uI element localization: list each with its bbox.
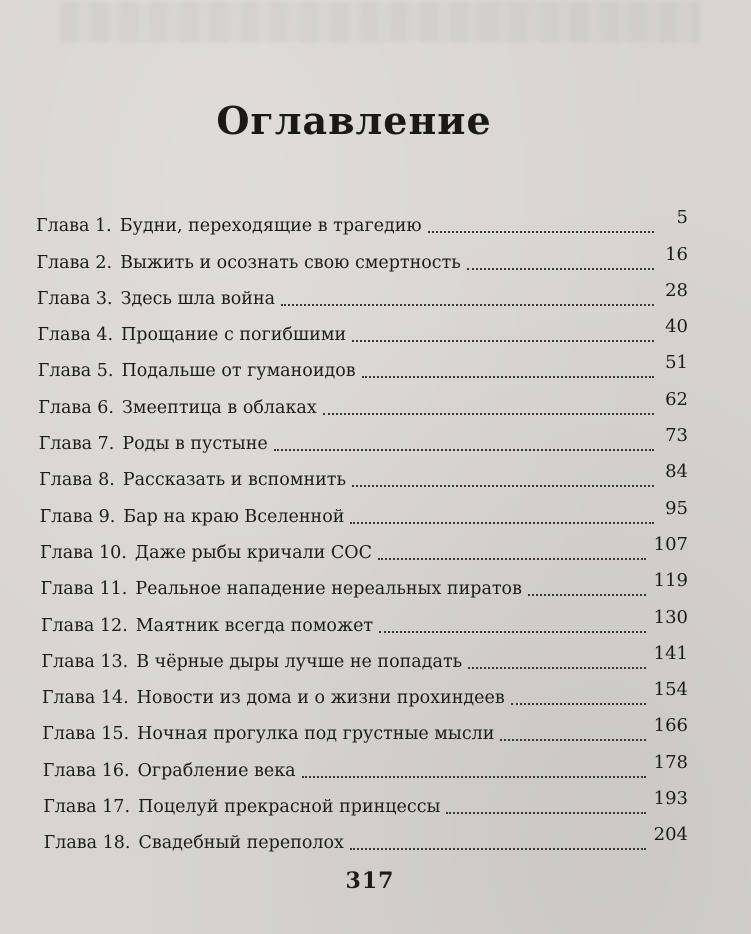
toc-entry-label bbox=[41, 652, 466, 674]
chapter-number: Глава 18. bbox=[43, 833, 131, 854]
chapter-title: Новости из дома и о жизни прохиндеев bbox=[136, 688, 505, 709]
chapter-number: Глава 16. bbox=[42, 760, 130, 781]
chapter-number: Глава 6. bbox=[38, 397, 114, 418]
chapter-number: Глава 12. bbox=[40, 615, 128, 636]
chapter-number: Глава 17. bbox=[43, 797, 131, 818]
chapter-title: Реальное нападение нереальных пиратов bbox=[135, 579, 522, 600]
dot-leader bbox=[350, 521, 654, 524]
chapter-title: Прощание с погибшими bbox=[121, 325, 347, 346]
chapter-page-number: 40 bbox=[665, 316, 688, 338]
toc-entry bbox=[40, 492, 688, 528]
dot-leader bbox=[274, 448, 654, 451]
chapter-number: Глава 8. bbox=[39, 470, 115, 491]
chapter-page-number: 16 bbox=[665, 243, 688, 265]
toc-entry-label bbox=[43, 797, 444, 819]
toc-entry bbox=[37, 275, 688, 311]
page-title: Оглавление bbox=[216, 98, 492, 143]
toc-entry-label bbox=[37, 325, 350, 347]
toc-entry-label bbox=[38, 361, 360, 383]
toc-entry bbox=[43, 746, 688, 782]
table-of-contents bbox=[36, 202, 688, 855]
toc-entry bbox=[41, 638, 688, 674]
chapter-page-number: 193 bbox=[653, 788, 688, 810]
dot-leader bbox=[352, 484, 654, 487]
dot-leader bbox=[467, 267, 654, 270]
toc-entry-label bbox=[39, 434, 272, 456]
chapter-title: В чёрные дыры лучше не попадать bbox=[136, 651, 463, 672]
chapter-page-number: 73 bbox=[665, 425, 688, 447]
chapter-title: Ограбление века bbox=[137, 760, 296, 781]
chapter-number: Глава 4. bbox=[37, 325, 114, 346]
chapter-number: Глава 2. bbox=[36, 252, 113, 273]
chapter-title: Ночная прогулка под грустные мысли bbox=[137, 724, 495, 745]
toc-entry bbox=[39, 456, 688, 492]
chapter-page-number: 119 bbox=[653, 570, 688, 592]
dot-leader bbox=[379, 630, 646, 633]
chapter-number: Глава 7. bbox=[38, 434, 115, 455]
chapter-page-number: 178 bbox=[653, 751, 688, 773]
dot-leader bbox=[428, 230, 654, 233]
bleed-through-text bbox=[60, 2, 700, 42]
toc-entry-label bbox=[44, 833, 348, 855]
chapter-number: Глава 9. bbox=[39, 506, 116, 527]
dot-leader bbox=[323, 412, 654, 415]
toc-entry-label bbox=[39, 470, 350, 492]
page-number: 317 bbox=[345, 868, 395, 894]
chapter-page-number: 62 bbox=[665, 388, 688, 410]
chapter-number: Глава 15. bbox=[42, 724, 130, 745]
dot-leader bbox=[528, 593, 646, 596]
toc-entry-label bbox=[42, 724, 498, 746]
toc-entry-label bbox=[42, 688, 509, 710]
toc-entry bbox=[40, 529, 688, 565]
chapter-title: Рассказать и вспомнить bbox=[122, 470, 346, 491]
dot-leader bbox=[446, 811, 645, 814]
chapter-number: Глава 10. bbox=[40, 542, 127, 563]
chapter-page-number: 166 bbox=[653, 715, 688, 737]
dot-leader bbox=[350, 847, 646, 850]
toc-entry bbox=[38, 383, 688, 419]
toc-entry bbox=[39, 420, 688, 456]
chapter-number: Глава 13. bbox=[41, 651, 129, 672]
chapter-title: Роды в пустыне bbox=[122, 434, 268, 455]
chapter-number: Глава 5. bbox=[37, 361, 114, 382]
dot-leader bbox=[500, 738, 645, 741]
toc-entry bbox=[36, 238, 688, 274]
chapter-number: Глава 11. bbox=[40, 579, 128, 600]
toc-entry bbox=[44, 819, 688, 855]
toc-entry-label bbox=[40, 507, 349, 529]
toc-entry bbox=[42, 674, 688, 710]
dot-leader bbox=[352, 339, 654, 342]
chapter-number: Глава 14. bbox=[41, 688, 129, 709]
dot-leader bbox=[378, 557, 646, 560]
chapter-page-number: 130 bbox=[653, 606, 688, 628]
toc-entry bbox=[38, 347, 688, 383]
chapter-page-number: 154 bbox=[653, 679, 688, 701]
chapter-title: Выжить и осознать свою смертность bbox=[120, 252, 461, 273]
chapter-page-number: 95 bbox=[665, 497, 688, 519]
toc-entry-label bbox=[40, 543, 376, 565]
toc-entry-label bbox=[41, 579, 526, 601]
chapter-title: Поцелуй прекрасной принцессы bbox=[138, 797, 441, 818]
dot-leader bbox=[302, 775, 646, 778]
toc-entry-label bbox=[41, 616, 377, 638]
toc-entry bbox=[43, 783, 688, 819]
toc-entry-label bbox=[38, 398, 320, 420]
chapter-page-number: 51 bbox=[665, 352, 688, 374]
dot-leader bbox=[362, 375, 654, 378]
chapter-page-number: 5 bbox=[676, 207, 688, 229]
chapter-page-number: 84 bbox=[665, 461, 688, 483]
toc-entry bbox=[36, 202, 688, 238]
toc-entry-label bbox=[37, 289, 279, 311]
chapter-number: Глава 3. bbox=[36, 288, 113, 309]
chapter-page-number: 107 bbox=[653, 533, 688, 555]
chapter-title: Свадебный переполох bbox=[138, 833, 344, 854]
dot-leader bbox=[468, 666, 645, 669]
chapter-title: Подальше от гуманоидов bbox=[121, 361, 356, 382]
chapter-title: Будни, переходящие в трагедию bbox=[119, 216, 422, 237]
toc-entry bbox=[41, 565, 689, 601]
chapter-page-number: 28 bbox=[665, 279, 688, 301]
chapter-page-number: 141 bbox=[653, 642, 688, 664]
chapter-number: Глава 1. bbox=[36, 216, 112, 237]
dot-leader bbox=[511, 702, 646, 705]
toc-entry bbox=[41, 601, 688, 637]
chapter-title: Бар на краю Вселенной bbox=[123, 506, 345, 527]
toc-entry bbox=[42, 710, 688, 746]
toc-entry-label bbox=[43, 761, 300, 783]
chapter-title: Здесь шла война bbox=[120, 288, 276, 309]
dot-leader bbox=[281, 303, 654, 306]
chapter-title: Даже рыбы кричали СОС bbox=[134, 542, 372, 563]
toc-entry-label bbox=[36, 253, 464, 275]
toc-entry-label bbox=[36, 216, 426, 238]
chapter-page-number: 204 bbox=[653, 824, 688, 846]
chapter-title: Змеептица в облаках bbox=[121, 397, 317, 418]
chapter-title: Маятник всегда поможет bbox=[135, 615, 374, 636]
toc-entry bbox=[37, 311, 688, 347]
